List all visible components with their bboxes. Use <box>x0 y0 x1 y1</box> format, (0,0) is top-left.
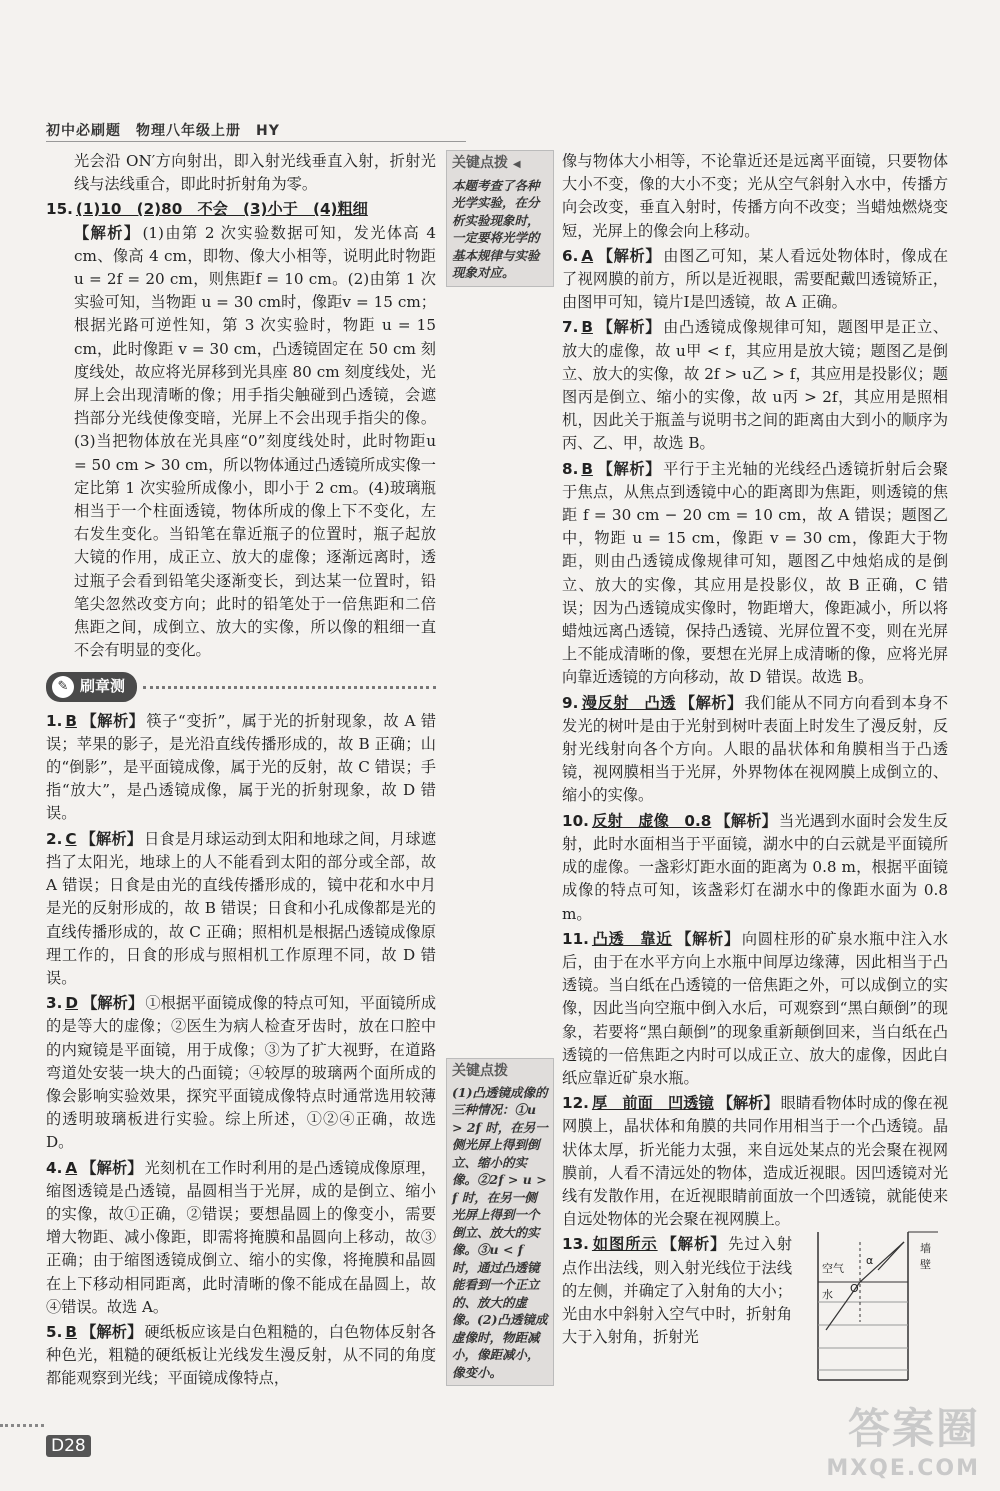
q13 <box>562 1233 792 1349</box>
question-answer: 反射 虚像 0.8 <box>591 811 712 830</box>
question-num: 2. <box>46 829 63 848</box>
question-num: 1. <box>46 711 63 730</box>
question-item <box>562 810 948 926</box>
question-item <box>46 828 436 990</box>
question-text: 硬纸板应该是白色粗糙的，白色物体反射各种色光，粗糙的硬纸板让光线发生漫反射，从不同的角度都能观察到光线；平面镜成像特点， <box>46 1322 437 1388</box>
q13-num: 13. <box>562 1235 589 1254</box>
tip-text-2: (1)凸透镜成像的三种情况：①u > 2f 时，在另一侧光屏上得到倒立、缩小的实像。②2f > u > f 时，在另一侧光屏上得到一个倒立、放大的实像。③u < f 时，通过凸透镜能看到一个正立的、放大的虚像。(2)凸透镜成虚像时，物距减小，像距减小，像变小。 <box>452 1084 548 1380</box>
label-air: 空气 <box>822 1262 844 1275</box>
question-item <box>562 316 948 455</box>
question-tag: 【解析】 <box>81 994 144 1013</box>
q15-num: 15. <box>46 200 73 219</box>
section-header <box>46 672 436 701</box>
page-header: 初中必刷题 物理八年级上册 HY <box>46 123 280 139</box>
right-intro: 像与物体大小相等，不论靠近还是远离平面镜，只要物体大小不变，像的大小不变；光从空气斜射入水中，传播方向会改变，垂直入射时，传播方向不改变；当蜡烛燃烧变短，光屏上的像会向上移动。 <box>562 152 948 240</box>
question-item <box>562 928 948 1090</box>
question-num: 5. <box>46 1322 63 1341</box>
question-num: 4. <box>46 1158 63 1177</box>
question-answer: B <box>65 711 77 730</box>
page-number: D28 <box>46 1435 91 1457</box>
question-text: 由凸透镜成像规律可知，题图甲是正立、放大的虚像，故 u甲 < f，其应用是放大镜；题图乙是倒立、放大的实像，故 2f > u乙 > f，其应用是投影仪；题图丙是倒立、缩小的实像，故 u丙 > 2f，其应用是照相机，因此关于瓶盖与说明书之间的距离由大到小的顺序为丙、乙、甲，故选 B。 <box>562 318 949 453</box>
question-answer: C <box>65 829 77 848</box>
question-tag: 【解析】 <box>715 811 778 830</box>
question-num: 9. <box>562 693 579 712</box>
question-tag: 【解析】 <box>717 1094 779 1113</box>
label-water: 水 <box>822 1288 833 1301</box>
watermark-text: 答案圈 <box>847 1404 980 1453</box>
left-items <box>46 710 436 1391</box>
section-dots <box>143 686 436 689</box>
left-column <box>46 150 436 1393</box>
q15 <box>46 198 436 662</box>
refraction-figure <box>808 1230 948 1390</box>
question-tag: 【解析】 <box>80 829 143 848</box>
watermark-url: MXQE.COM <box>826 1456 980 1481</box>
tip-box-1 <box>446 150 554 287</box>
tip-box-2 <box>446 1058 554 1386</box>
question-tag: 【解析】 <box>679 693 743 712</box>
header-rule <box>46 141 466 142</box>
question-item <box>562 458 948 690</box>
question-answer: B <box>581 459 593 478</box>
question-answer: A <box>65 1158 78 1177</box>
q15-tag: 【解析】 <box>74 223 141 242</box>
question-num: 8. <box>562 459 579 478</box>
question-answer: 厚 前面 凹透镜 <box>591 1094 714 1113</box>
section-title: 刷章测 <box>80 677 126 696</box>
question-tag: 【解析】 <box>596 459 662 478</box>
question-text: 向圆柱形的矿泉水瓶中注入水后，由于在水平方向上水瓶中间厚边缘薄，因此相当于凸透镜。当白纸在凸透镜的一倍焦距之外，可以成倒立的实像，因此当向空瓶中倒入水后，可观察到“黑白颠倒”的现象，若要将“黑白颠倒”的现象重新颠倒回来，当白纸在凸透镜的一倍焦距之内时可以成正立、放大的虚像，因此白纸应靠近矿泉水瓶。 <box>562 929 949 1087</box>
question-num: 11. <box>562 929 589 948</box>
right-column <box>562 150 948 1351</box>
question-item <box>562 692 948 808</box>
question-item <box>562 1092 948 1231</box>
label-alpha: α <box>866 1254 874 1267</box>
question-tag: 【解析】 <box>596 318 662 337</box>
label-o: O <box>850 1282 859 1295</box>
triangle-left-icon: ◀ <box>512 159 521 170</box>
section-badge <box>46 672 137 701</box>
question-text: 眼睛看物体时成的像在视网膜上，晶状体和角膜的共同作用相当于一个凸透镜。晶状体太厚，折光能力太强，来自远处某点的光会聚在视网膜前，人看不清远处的物体，造成近视眼。因凹透镜对光线有发散作用，在近视眼睛前面放一个凹透镜，就能使来自远处物体的光会聚在视网膜上。 <box>562 1094 949 1229</box>
question-item <box>46 710 436 826</box>
question-num: 7. <box>562 318 579 337</box>
label-wall: 墙壁 <box>920 1242 931 1271</box>
left-intro: 光会沿 ON′方向射出，即入射光线垂直入射，折射光线与法线重合，即此时折射角为零。 <box>74 152 436 194</box>
question-text: 平行于主光轴的光线经凸透镜折射后会聚于焦点，从焦点到透镜中心的距离即为焦距，则透镜的焦距 f = 30 cm − 20 cm = 10 cm，故 A 错误；题图乙中，物距 u = 15 cm，像距 v = 30 cm，像距大于物距，则由凸透镜成像规律可知，题图乙中烛焰成的是倒立、放大的实像，其应用是投影仪，故 B 正确，C 错误；因为凸透镜成实像时，物距增大，像距减小，所以将蜡烛远离凸透镜，保持凸透镜、光屏位置不变，则在光屏上不能成清晰的像，要想在光屏上成清晰的像，应将光屏向靠近透镜的方向移动，故 D 错误。故选 B。 <box>562 459 949 687</box>
question-answer: B <box>65 1322 77 1341</box>
question-num: 3. <box>46 994 63 1013</box>
question-text: ①根据平面镜成像的特点可知，平面镜所成的是等大的虚像；②医生为病人检查牙齿时，放在口腔中的内窥镜是平面镜，用于成像；③为了扩大视野，在道路弯道处安装一块大的凸面镜；④较厚的玻璃两个面所成的像会影响实验效果，探究平面镜成像特点时通常选用较薄的透明玻璃板进行实验。综上所述，①②④正确，故选 D。 <box>46 994 437 1152</box>
question-answer: D <box>65 994 78 1013</box>
q13-answer: 如图所示 <box>591 1235 658 1254</box>
q13-text: 先过入射点作出法线，则入射光线位于法线的左侧，并确定了入射角的大小；光由水中斜射入空气中时，折射角大于入射角，折射光 <box>562 1235 793 1347</box>
tip-text-1: 本题考查了各种光学实验，在分析实验现象时，一定要将光学的基本规律与实验现象对应。 <box>452 177 540 280</box>
book-icon: ✎ <box>52 676 74 698</box>
watermark <box>826 1396 980 1481</box>
q15-text: (1)由第 2 次实验数据可知，发光体高 4 cm、像高 4 cm，即物、像大小相等，说明此时物距 u = 2f = 20 cm，则焦距f = 10 cm。(2)由第 1 次实验可知，当物距 u = 30 cm时，像距v = 15 cm；根据光路可逆性知，第 3 次实验时，物距 u = 15 cm，此时像距 v = 30 cm，凸透镜固定在 50 cm 刻度线处，故应将光屏移到光具座 80 cm 刻度线处，光屏上会出现清晰的像；用手指尖触碰到凸透镜，会遮挡部分光线使像变暗，光屏上不会出现手指尖的像。(3)当把物体放在光具座“0”刻度线处时，此时物距u = 50 cm > 30 cm，所以物体通过凸透镜所成实像一定比第 1 次实验所成像小，即小于 2 cm。(4)玻璃瓶相当于一个柱面透镜，物体所成的像上下不变化，左右发生变化。当铅笔在靠近瓶子的位置时，瓶子起放大镜的作用，成正立、放大的虚像；逐渐远离时，透过瓶子会看到铅笔尖逐渐变长，到达某一位置时，铅笔尖忽然改变方向；此时的铅笔处于一倍焦距和二倍焦距之间，成倒立、放大的实像，所以像的粗细一直不会有明显的变化。 <box>74 223 437 660</box>
question-tag: 【解析】 <box>676 929 740 948</box>
question-text: 我们能从不同方向看到本身不发光的树叶是由于光射到树叶表面上时发生了漫反射，反射光线射向各个方向。人眼的晶状体和角膜相当于凸透镜，视网膜相当于光屏，外界物体在视网膜上成倒立的、缩小的实像。 <box>562 693 949 805</box>
question-text: 当光遇到水面时会发生反射，此时水面相当于平面镜，湖水中的白云就是平面镜所成的虚像。一盏彩灯距水面的距离为 0.8 m，根据平面镜成像的特点可知，该盏彩灯在湖水中的像距水面为 0.8 m。 <box>562 811 949 923</box>
question-text: 光刻机在工作时利用的是凸透镜成像原理，缩图透镜是凸透镜，晶圆相当于光屏，成的是倒立、缩小的实像，故①正确，②错误；要想晶圆上的像变小，需要增大物距、减小像距，即需将掩膜和晶圆向上移动，故③正确；由于缩图透镜成倒立、缩小的实像，将掩膜和晶圆在上下移动相同距离，此时清晰的像不能成在晶圆上，故④错误。故选 A。 <box>46 1158 437 1316</box>
question-text: 由图乙可知，某人看远处物体时，像成在了视网膜的前方，所以是近视眼，需要配戴凹透镜矫正，由图甲可知，镜片Ⅰ是凹透镜，故 A 正确。 <box>562 246 949 312</box>
tip-title-text: 关键点拨 <box>452 155 508 171</box>
reflected-ray <box>878 1242 904 1270</box>
question-tag: 【解析】 <box>80 711 145 730</box>
question-answer: B <box>581 318 593 337</box>
q13-tag: 【解析】 <box>661 1235 727 1254</box>
tip-title-2: 关键点拨 <box>452 1063 508 1079</box>
question-item <box>46 1321 436 1391</box>
question-tag: 【解析】 <box>597 246 662 265</box>
question-item <box>46 992 436 1154</box>
question-answer: A <box>581 246 594 265</box>
question-text: 筷子“变折”，属于光的折射现象，故 A 错误；苹果的影子，是光沿直线传播形成的，故 B 正确；山的“倒影”，是平面镜成像，属于光的反射，故 C 错误；手指“放大”，是凸透镜成像，属于光的折射现象，故 D 错误。 <box>46 711 437 823</box>
question-text: 日食是月球运动到太阳和地球之间，月球遮挡了太阳光，地球上的人不能看到太阳的部分或全部，故 A 错误；日食是由光的直线传播形成的，镜中花和水中月是光的反射形成的，故 B 错误；日食和小孔成像都是光的直线传播形成的，故 C 正确；照相机是根据凸透镜成像原理工作的，日食的形成与照相机工作原理不同，故 D 错误。 <box>46 829 437 987</box>
question-tag: 【解析】 <box>81 1158 143 1177</box>
question-item <box>562 245 948 315</box>
tip-title-1 <box>452 155 548 174</box>
question-tag: 【解析】 <box>80 1322 143 1341</box>
question-num: 12. <box>562 1094 589 1113</box>
question-num: 10. <box>562 811 589 830</box>
question-item <box>46 1157 436 1319</box>
question-answer: 漫反射 凸透 <box>581 693 676 712</box>
q15-answer: (1)10 (2)80 不会 (3)小于 (4)粗细 <box>75 200 368 219</box>
question-answer: 凸透 靠近 <box>591 929 673 948</box>
footer-dots <box>0 1424 44 1427</box>
question-num: 6. <box>562 246 579 265</box>
